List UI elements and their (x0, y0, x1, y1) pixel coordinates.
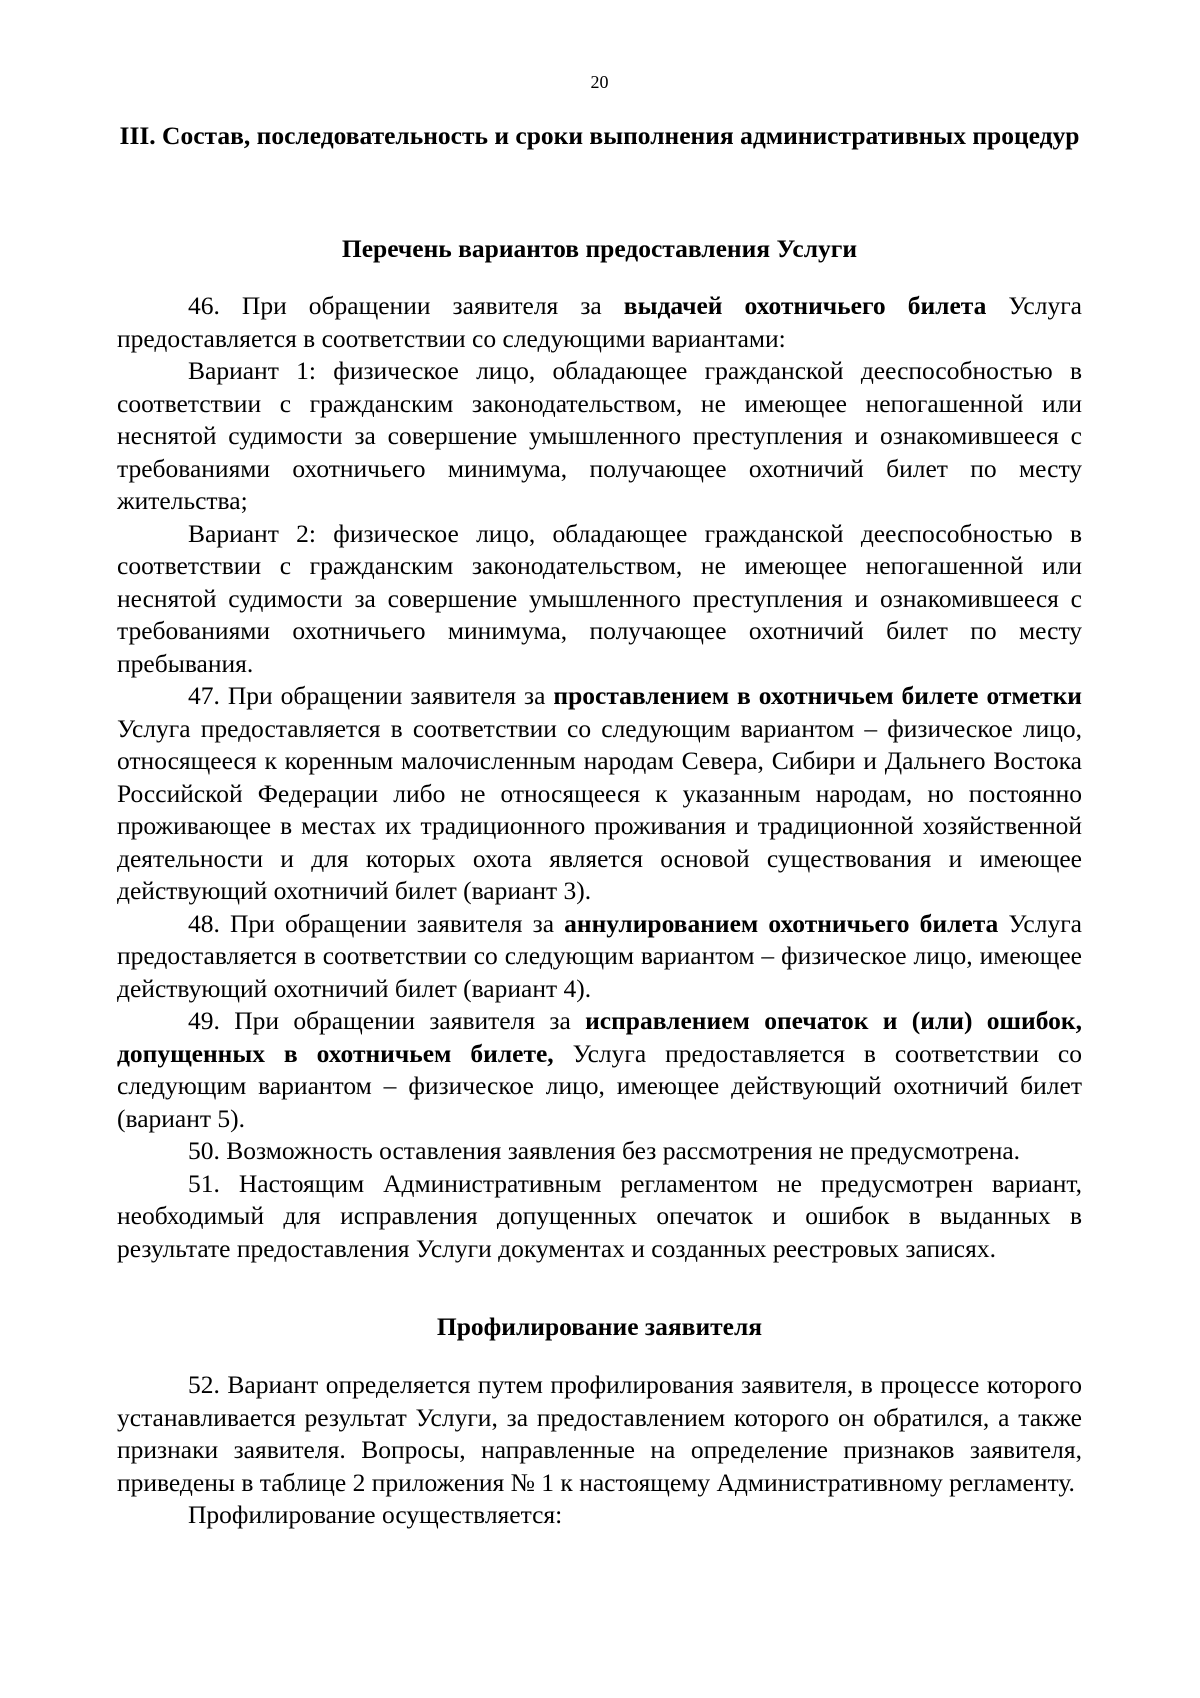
paragraph-47-lead: 47. При обращении заявителя за (188, 681, 554, 710)
paragraph-46-emphasis: выдачей охотничьего билета (623, 291, 987, 320)
variants-body (117, 290, 1082, 1265)
paragraph-48-tail: Услуга предоставляется в соответствии со следующим вариантом – физическое лицо, имеющее действующий охотничий билет (вариант 4). (117, 908, 1082, 1003)
paragraph-46-tail: Услуга предоставляется в соответствии со следующими вариантами: (117, 291, 1082, 353)
paragraph-profiling-intro: Профилирование осуществляется: (188, 1500, 563, 1529)
paragraph-47 (117, 680, 1082, 908)
paragraph-52: 52. Вариант определяется путем профилирования заявителя, в процессе которого устанавливается результат Услуги, за предоставлением которого он обратился, а также признаки заявителя. Вопросы, направленные на определение признаков заявителя, приведены в таблице 2 приложения № 1 к настоящему Административному регламенту. (117, 1370, 1082, 1497)
paragraph-49-tail: Услуга предоставляется в соответствии со следующим вариантом – физическое лицо, имеющее действующий охотничий билет (вариант 5). (117, 1038, 1082, 1133)
paragraph-49 (117, 1005, 1082, 1135)
paragraph-47-tail: Услуга предоставляется в соответствии со следующим вариантом – физическое лицо, относящееся к коренным малочисленным народам Севера, Сибири и Дальнего Востока Российской Федерации либо не относящееся к указанным народам, но постоянно проживающее в местах их традиционного проживания и традиционной хозяйственной деятельности и для которых охота является основой существования и имеющее действующий охотничий билет (вариант 3). (117, 713, 1082, 905)
section-title: III. Состав, последовательность и сроки выполнения административных процедур (119, 121, 1080, 150)
paragraph-46-lead: 46. При обращении заявителя за (188, 291, 624, 320)
subheading-variants: Перечень вариантов предоставления Услуги (341, 234, 858, 263)
paragraph-49-emphasis: исправлением опечаток и (или) ошибок, допущенных в охотничьем билете, (117, 1006, 1082, 1068)
paragraph-51: 51. Настоящим Административным регламентом не предусмотрен вариант, необходимый для исправления допущенных опечаток и ошибок в выданных в результате предоставления Услуги документах и созданных реестровых записях. (117, 1168, 1082, 1263)
paragraph-47-emphasis: проставлением в охотничьем билете отметки (553, 681, 1082, 710)
paragraph-50: 50. Возможность оставления заявления без рассмотрения не предусмотрена. (188, 1136, 1021, 1165)
page-number: 20 (590, 72, 609, 92)
paragraph-48-lead: 48. При обращении заявителя за (188, 908, 565, 938)
subheading-profiling: Профилирование заявителя (436, 1312, 763, 1341)
paragraph-46 (117, 290, 1082, 355)
variant-2-paragraph: Вариант 2: физическое лицо, обладающее гражданской дееспособностью в соответствии с гражданским законодательством, не имеющее непогашенной или неснятой судимости за совершение умышленного преступления и ознакомившееся с требованиями охотничьего минимума, получающее охотничий билет по месту пребывания. (117, 518, 1082, 678)
variant-1-paragraph: Вариант 1: физическое лицо, обладающее гражданской дееспособностью в соответствии с гражданским законодательством, не имеющее непогашенной или неснятой судимости за совершение умышленного преступления и ознакомившееся с требованиями охотничьего минимума, получающее охотничий билет по месту жительства; (117, 356, 1082, 515)
paragraph-49-lead: 49. При обращении заявителя за (188, 1006, 586, 1035)
profiling-body (117, 1369, 1082, 1532)
paragraph-48-emphasis: аннулированием охотничьего билета (564, 908, 999, 938)
paragraph-48 (117, 908, 1082, 1006)
